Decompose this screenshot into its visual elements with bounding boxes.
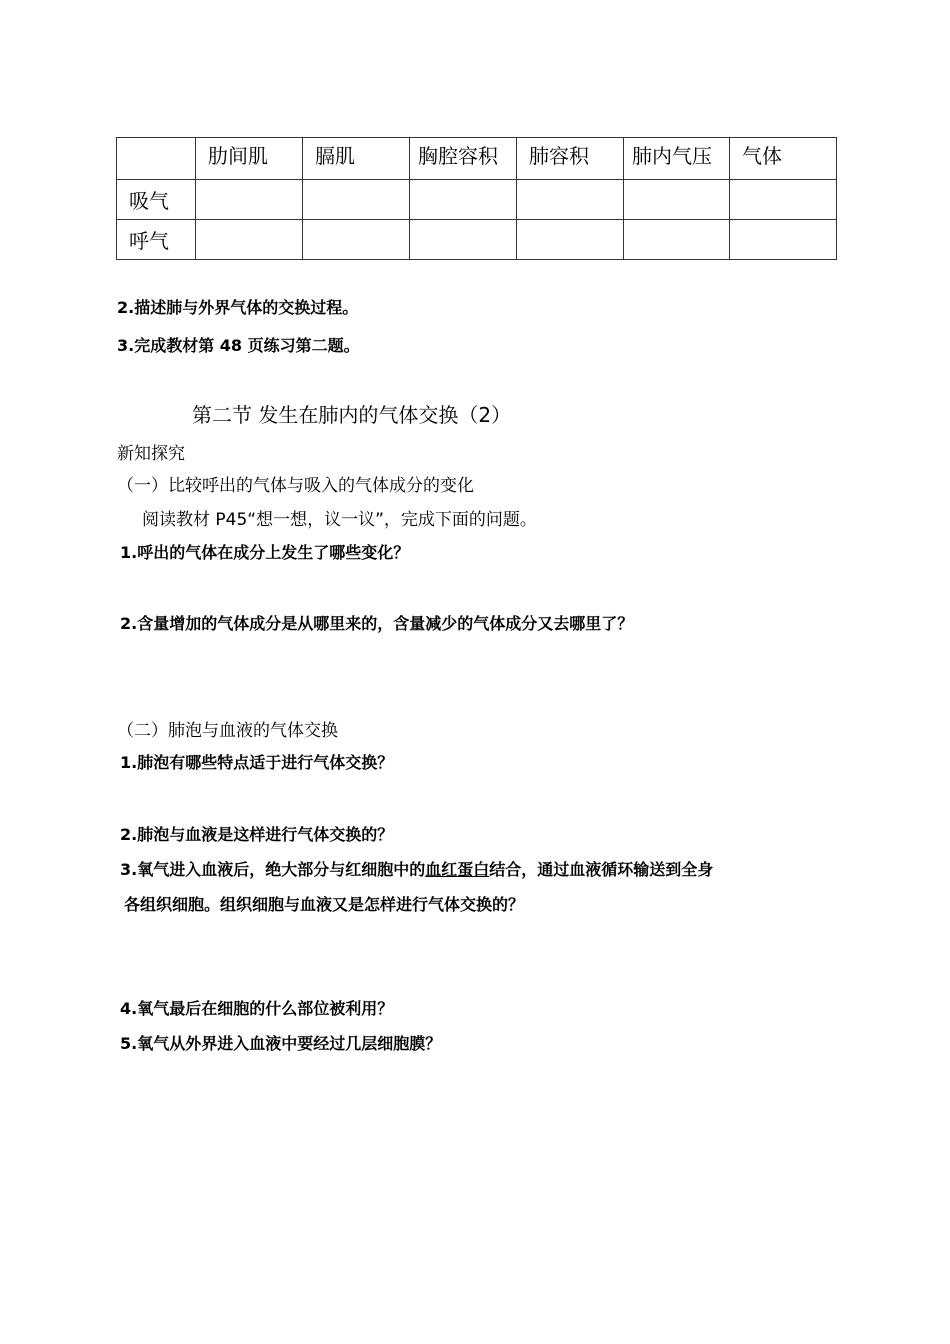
part1-question-2: 2.含量增加的气体成分是从哪里来的，含量减少的气体成分又去哪里了？	[120, 614, 634, 633]
table-cell[interactable]	[303, 220, 410, 260]
breathing-comparison-table	[116, 137, 837, 260]
table-header-cell: 肺内气压	[624, 138, 730, 180]
part1-heading: （一）比较呼出的气体与吸入的气体成分的变化	[117, 476, 474, 496]
row-label: 呼气	[117, 220, 196, 260]
table-cell[interactable]	[624, 220, 730, 260]
table-header-cell: 气体	[730, 138, 837, 180]
table-row	[117, 180, 837, 220]
table-cell[interactable]	[730, 220, 837, 260]
part2-question-2: 2.肺泡与血液是这样进行气体交换的？	[120, 825, 394, 844]
new-knowledge-heading: 新知探究	[117, 444, 185, 464]
part1-question-1: 1.呼出的气体在成分上发生了哪些变化？	[120, 543, 410, 562]
part2-question-3-start: 3.氧气进入血液后，绝大部分与红细胞中的	[120, 860, 426, 879]
section-title: 第二节 发生在肺内的气体交换（2）	[192, 403, 512, 427]
table-header-cell: 膈肌	[303, 138, 410, 180]
part2-question-1: 1.肺泡有哪些特点适于进行气体交换？	[120, 753, 394, 772]
table-row	[117, 220, 837, 260]
table-cell[interactable]	[410, 180, 517, 220]
part2-question-3-line2: 各组织细胞。组织细胞与血液又是怎样进行气体交换的？	[124, 895, 525, 914]
table-cell[interactable]	[624, 180, 730, 220]
part2-question-4: 4.氧气最后在细胞的什么部位被利用？	[120, 999, 394, 1018]
part2-heading: （二）肺泡与血液的气体交换	[117, 721, 338, 741]
table-cell[interactable]	[517, 180, 624, 220]
table-cell[interactable]	[410, 220, 517, 260]
row-label: 吸气	[117, 180, 196, 220]
table-header-cell: 胸腔容积	[410, 138, 517, 180]
table-header-cell: 肺容积	[517, 138, 624, 180]
table-cell[interactable]	[303, 180, 410, 220]
table-header-cell	[117, 138, 196, 180]
part1-instruction: 阅读教材 P45“想一想，议一议”，完成下面的问题。	[142, 510, 537, 530]
hemoglobin-term: 血红蛋白	[425, 860, 490, 879]
table-cell[interactable]	[517, 220, 624, 260]
part2-question-3	[120, 857, 713, 880]
table-header-row	[117, 138, 837, 180]
task-question-3: 3.完成教材第 48 页练习第二题。	[117, 336, 360, 355]
table-cell[interactable]	[196, 180, 303, 220]
table-cell[interactable]	[196, 220, 303, 260]
part2-question-5: 5.氧气从外界进入血液中要经过几层细胞膜？	[120, 1034, 442, 1053]
task-question-2: 2.描述肺与外界气体的交换过程。	[117, 298, 359, 317]
table-header-cell: 肋间肌	[196, 138, 303, 180]
part2-question-3-end: 结合，通过血液循环输送到全身	[489, 860, 714, 879]
table-cell[interactable]	[730, 180, 837, 220]
